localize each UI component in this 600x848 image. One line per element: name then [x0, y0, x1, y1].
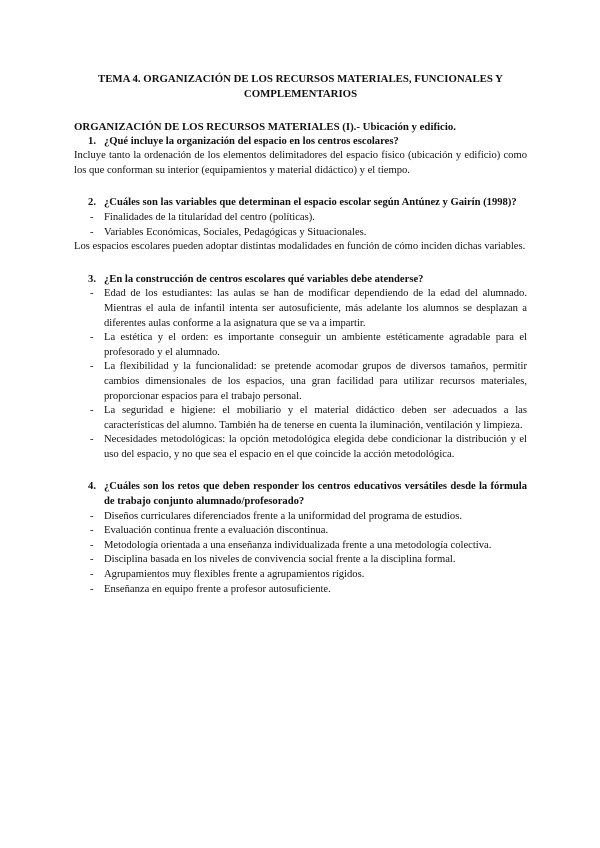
question-text: ¿Cuáles son las variables que determinan el espacio escolar según Antúnez y Gairín (1998)? — [104, 197, 517, 209]
question-2 — [74, 196, 527, 211]
answer-list — [74, 211, 527, 240]
question-1 — [74, 135, 527, 150]
list-item: - La flexibilidad y la funcionalidad: se pretende acomodar grupos de diversos tamaños, permitir cambios dimensionales de los espacios, una gran facilidad para utilizar recursos materiales, proporcionar espacios para el trabajo personal. — [90, 361, 527, 402]
answer-paragraph: Los espacios escolares pueden adoptar distintas modalidades en función de cómo inciden dichas variables. — [74, 241, 526, 253]
question-number: 1. — [88, 135, 96, 147]
question-number: 4. — [88, 481, 96, 493]
list-item: - Agrupamientos muy flexibles frente a agrupamientos rígidos. — [90, 569, 365, 581]
page-title: TEMA 4. ORGANIZACIÓN DE LOS RECURSOS MATERIALES, FUNCIONALES Y COMPLEMENTARIOS — [98, 73, 503, 100]
list-item: - La estética y el orden: es importante conseguir un ambiente estéticamente agradable para el profesorado y el alumnado. — [90, 332, 527, 358]
list-item: - La seguridad e higiene: el mobiliario y el material didáctico deben ser adecuados a las características del alumno. También ha de tenerse en cuenta la iluminación, ventilación y limpieza. — [90, 405, 527, 431]
document-page — [74, 72, 527, 597]
list-item: - Variables Económicas, Sociales, Pedagógicas y Situacionales. — [90, 226, 367, 238]
list-item: - Edad de los estudiantes: las aulas se han de modificar dependiendo de la edad del alumnado. Mientras el aula de infantil intenta ser autosuficiente, más adelante los alumnos se desplazan a diferentes aulas conforme a la asignatura que se va a impartir. — [90, 288, 527, 329]
list-item: - Diseños curriculares diferenciados frente a la uniformidad del programa de estudios. — [90, 510, 462, 522]
section-title: ORGANIZACIÓN DE LOS RECURSOS MATERIALES (I).- Ubicación y edificio. — [74, 121, 456, 133]
question-number: 3. — [88, 273, 96, 285]
list-item: - Enseñanza en equipo frente a profesor autosuficiente. — [90, 583, 331, 595]
question-number: 2. — [88, 197, 96, 209]
list-item: - Necesidades metodológicas: la opción metodológica elegida debe condicionar la distribución y el uso del espacio, y no que sea el espacio en el que coincide la acción metodológica. — [90, 434, 527, 460]
question-text: ¿Cuáles son los retos que deben responder los centros educativos versátiles desde la fórmula de trabajo conjunto alumnado/profesorado? — [104, 481, 527, 508]
answer-list — [74, 287, 527, 462]
list-item: - Evaluación continua frente a evaluación discontinua. — [90, 525, 329, 537]
question-4 — [74, 480, 527, 509]
list-item: - Metodología orientada a una enseñanza individualizada frente a una metodología colectiva. — [90, 539, 492, 551]
question-3 — [74, 273, 527, 288]
answer-list — [74, 510, 527, 598]
list-item: - Disciplina basada en los niveles de convivencia social frente a la disciplina formal. — [90, 554, 456, 566]
question-text: ¿Qué incluye la organización del espacio en los centros escolares? — [104, 135, 399, 147]
question-text: ¿En la construcción de centros escolares qué variables debe atenderse? — [104, 273, 424, 285]
list-item: - Finalidades de la titularidad del centro (políticas). — [90, 211, 315, 223]
answer-paragraph: Incluye tanto la ordenación de los elementos delimitadores del espacio físico (ubicación y edificio) como los que conforman su interior (equipamientos y material didáctico) y el tiempo. — [74, 150, 527, 176]
